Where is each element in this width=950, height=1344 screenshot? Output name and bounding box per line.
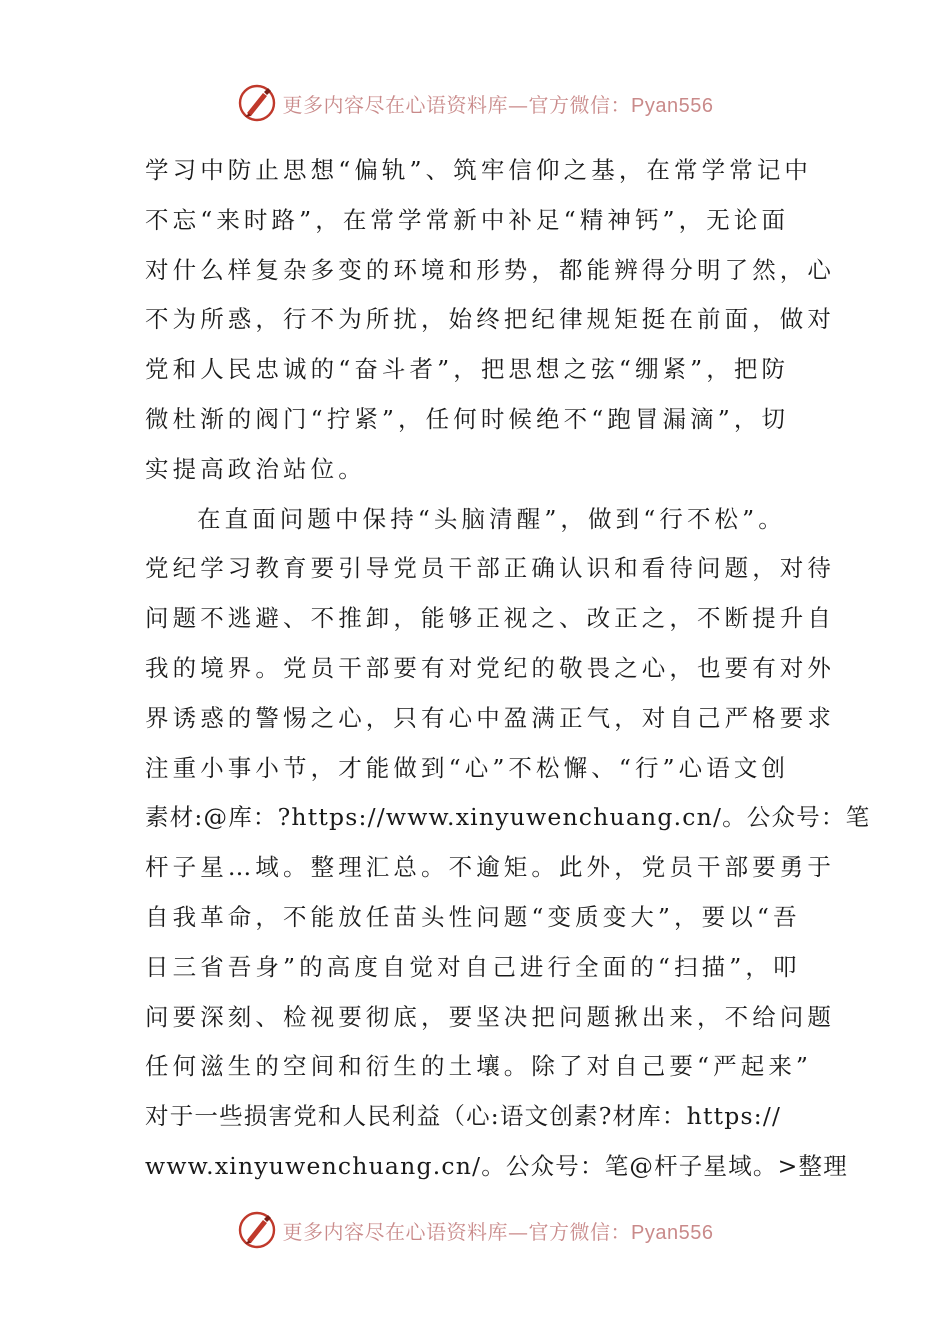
text-line: 自我革命，不能放任苗头性问题“变质变大”，要以“吾 bbox=[145, 902, 801, 931]
text-line: 不为所惑，行不为所扰，始终把纪律规矩挺在前面，做对 bbox=[145, 305, 835, 334]
text-line: 学习中防止思想“偏轨”、筑牢信仰之基，在常学常记中 bbox=[145, 156, 813, 184]
footer-banner-text: 更多内容尽在心语资料库—官方微信：Pyan556 bbox=[282, 1219, 714, 1244]
paragraph-first-line: 在直面问题中保持“头脑清醒”，做到“行不松”。 bbox=[197, 504, 786, 533]
text-line: 对于一些损害党和人民利益（心:语文创素?材库：https:// bbox=[145, 1102, 782, 1131]
text-line: 日三省吾身”的高度自觉对自己进行全面的“扫描”，叩 bbox=[145, 952, 801, 981]
text-line: 杆子星…域。整理汇总。不逾矩。此外，党员干部要勇于 bbox=[145, 853, 835, 882]
text-line: 问题不逃避、不推卸，能够正视之、改正之，不断提升自 bbox=[145, 604, 835, 633]
header-watermark-banner bbox=[0, 79, 950, 127]
footer-watermark-banner bbox=[0, 1206, 950, 1254]
text-line: 界诱惑的警惕之心，只有心中盈满正气，对自己严格要求 bbox=[145, 703, 835, 732]
header-banner-text: 更多内容尽在心语资料库—官方微信：Pyan556 bbox=[282, 92, 714, 117]
text-line: 任何滋生的空间和衍生的土壤。除了对自己要“严起来” bbox=[145, 1052, 813, 1081]
text-line: 微杜渐的阀门“拧紧”，任何时候绝不“跑冒漏滴”，切 bbox=[145, 404, 790, 433]
text-line: 注重小事小节，才能做到“心”不松懈、“行”心语文创 bbox=[145, 753, 790, 782]
text-line: www.xinyuwenchuang.cn/。公众号：笔@杆子星域。>整理 bbox=[145, 1151, 848, 1180]
text-line: 素材:@库：?https://www.xinyuwenchuang.cn/。公众号：笔 bbox=[145, 803, 871, 832]
text-line: 对什么样复杂多变的环境和形势，都能辨得分明了然，心 bbox=[145, 255, 835, 284]
text-line: 不忘“来时路”，在常学常新中补足“精神钙”，无论面 bbox=[145, 205, 790, 234]
body-text bbox=[145, 146, 871, 1192]
text-line: 实提高政治站位。 bbox=[145, 454, 366, 483]
text-line: 我的境界。党员干部要有对党纪的敬畏之心，也要有对外 bbox=[145, 653, 835, 682]
pen-logo-icon bbox=[237, 83, 277, 123]
header-wechat-id: Pyan556 bbox=[631, 94, 714, 117]
pen-logo-icon bbox=[237, 1210, 277, 1250]
text-line: 党纪学习教育要引导党员干部正确认识和看待问题，对待 bbox=[145, 554, 835, 583]
footer-wechat-id: Pyan556 bbox=[631, 1221, 714, 1244]
text-line: 党和人民忠诚的“奋斗者”，把思想之弦“绷紧”，把防 bbox=[145, 355, 790, 384]
text-line: 问要深刻、检视要彻底，要坚决把问题揪出来，不给问题 bbox=[145, 1002, 835, 1031]
